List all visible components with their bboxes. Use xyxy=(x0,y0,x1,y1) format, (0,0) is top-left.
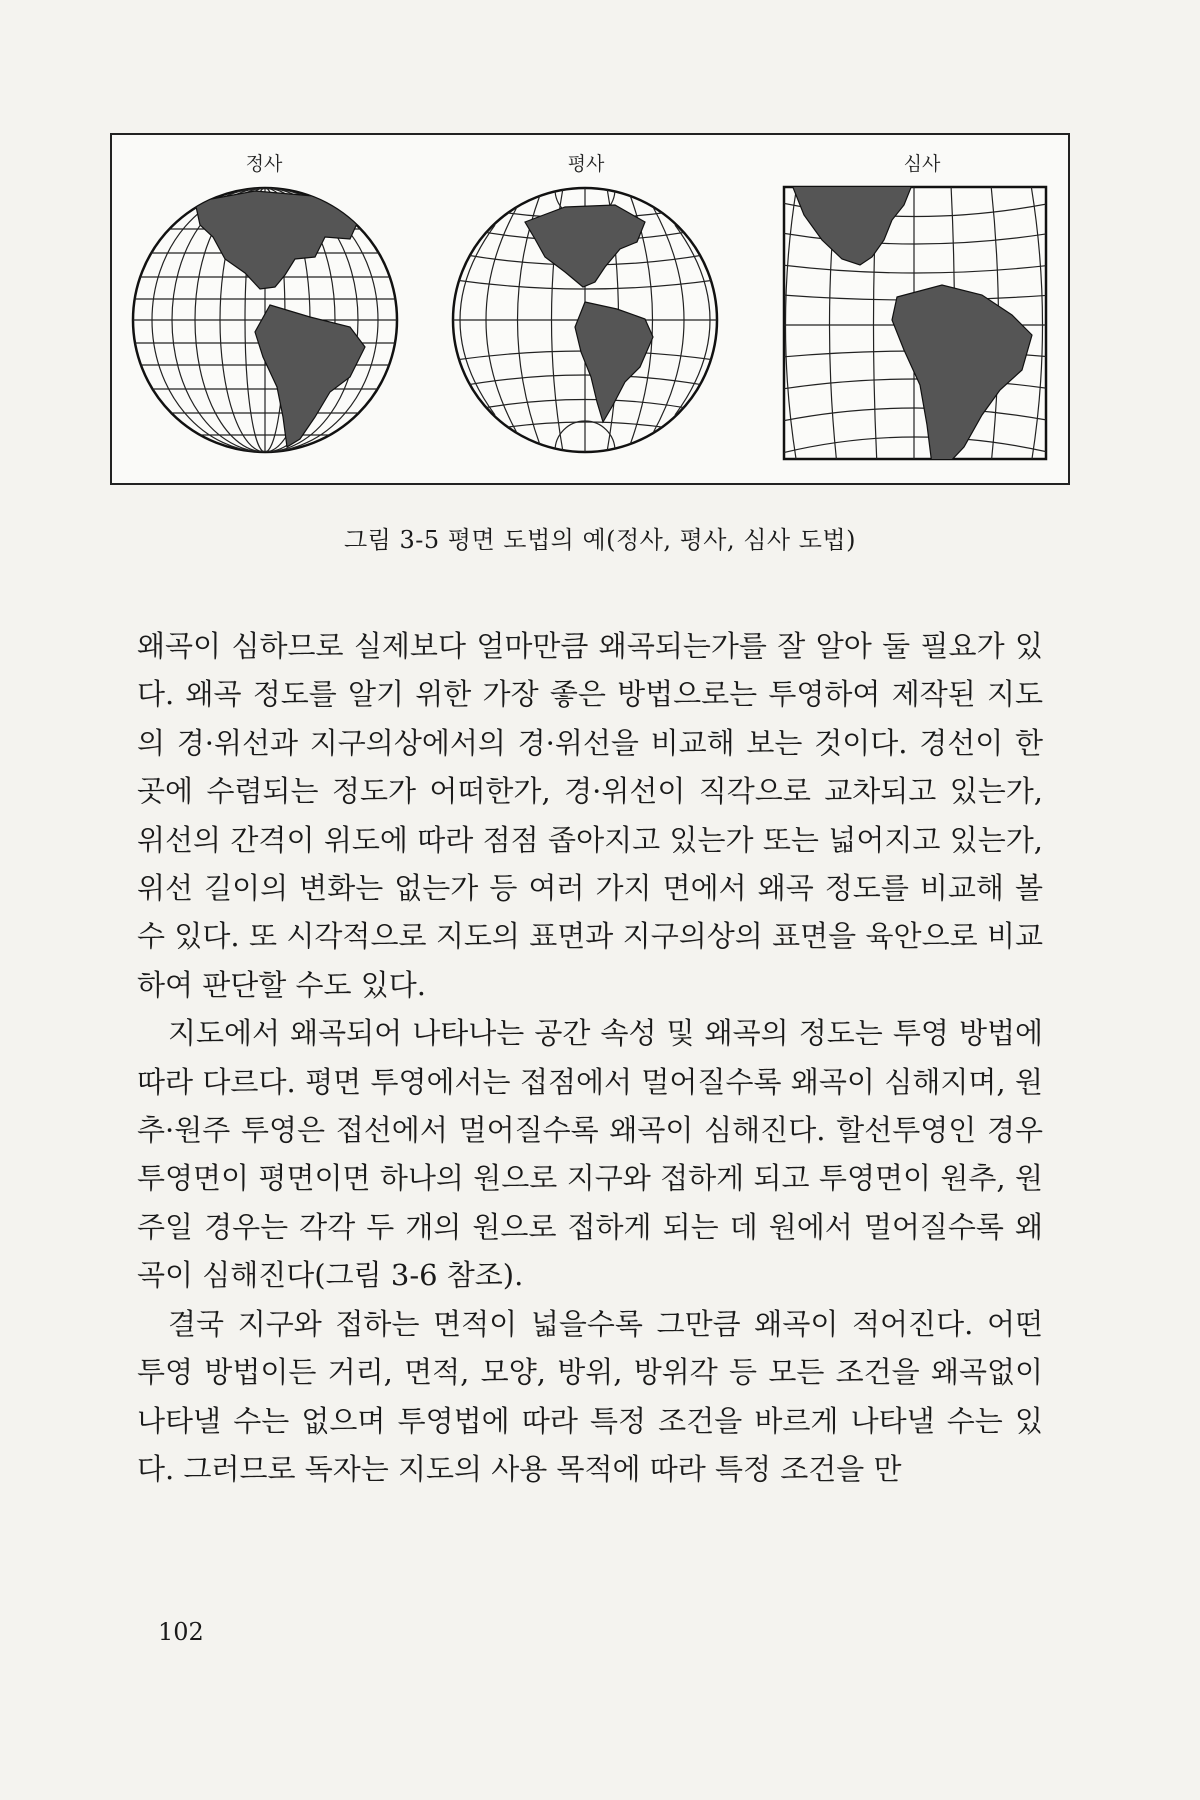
gnomonic-label: 심사 xyxy=(903,153,941,175)
stereographic-globe-image xyxy=(445,177,725,467)
paragraph-3: 결국 지구와 접하는 면적이 넓을수록 그만큼 왜곡이 적어진다. 어떤 투영 방법이든 거리, 면적, 모양, 방위, 방위각 등 모든 조건을 왜곡없이 나타낼 수는 없으며 투영법에 따라 특정 조건을 바르게 나타낼 수는 있다. 그러므로 독자는 지도의 사용 목적에 따라 특정 조건을 만 xyxy=(137,1306,1043,1486)
paragraph-2: 지도에서 왜곡되어 나타나는 공간 속성 및 왜곡의 정도는 투영 방법에 따라 다르다. 평면 투영에서는 접점에서 멀어질수록 왜곡이 심해지며, 원추·원주 투영은 접선에서 멀어질수록 왜곡이 심해진다. 할선투영인 경우 투영면이 평면이면 하나의 원으로 지구와 접하게 되고 투영면이 원추, 원주일 경우는 각각 두 개의 원으로 접하게 되는 데 원에서 멀어질수록 왜곡이 심해진다(그림 3-6 참조). xyxy=(137,1016,1043,1293)
gnomonic-map-image xyxy=(782,185,1052,465)
stereographic-label: 평사 xyxy=(567,153,605,175)
paragraph-1: 왜곡이 심하므로 실제보다 얼마만큼 왜곡되는가를 잘 알아 둘 필요가 있다. 왜곡 정도를 알기 위한 가장 좋은 방법으로는 투영하여 제작된 지도의 경·위선과 지구의상에서의 경·위선을 비교해 보는 것이다. 경선이 한 곳에 수렴되는 정도가 어떠한가, 경·위선이 직각으로 교차되고 있는가, 위선의 간격이 위도에 따라 점점 좁아지고 있는가 또는 넓어지고 있는가, 위선 길이의 변화는 없는가 등 여러 가지 면에서 왜곡 정도를 비교해 볼 수 있다. 또 시각적으로 지도의 표면과 지구의상의 표면을 육안으로 비교하여 판단할 수도 있다. xyxy=(137,629,1043,1002)
projection-figure xyxy=(110,133,1070,485)
body-text xyxy=(137,622,1043,1493)
orthographic-globe-image xyxy=(125,177,405,467)
page-number: 102 xyxy=(158,1618,204,1646)
orthographic-label: 정사 xyxy=(245,153,283,175)
figure-caption: 그림 3-5 평면 도법의 예(정사, 평사, 심사 도법) xyxy=(344,526,856,554)
